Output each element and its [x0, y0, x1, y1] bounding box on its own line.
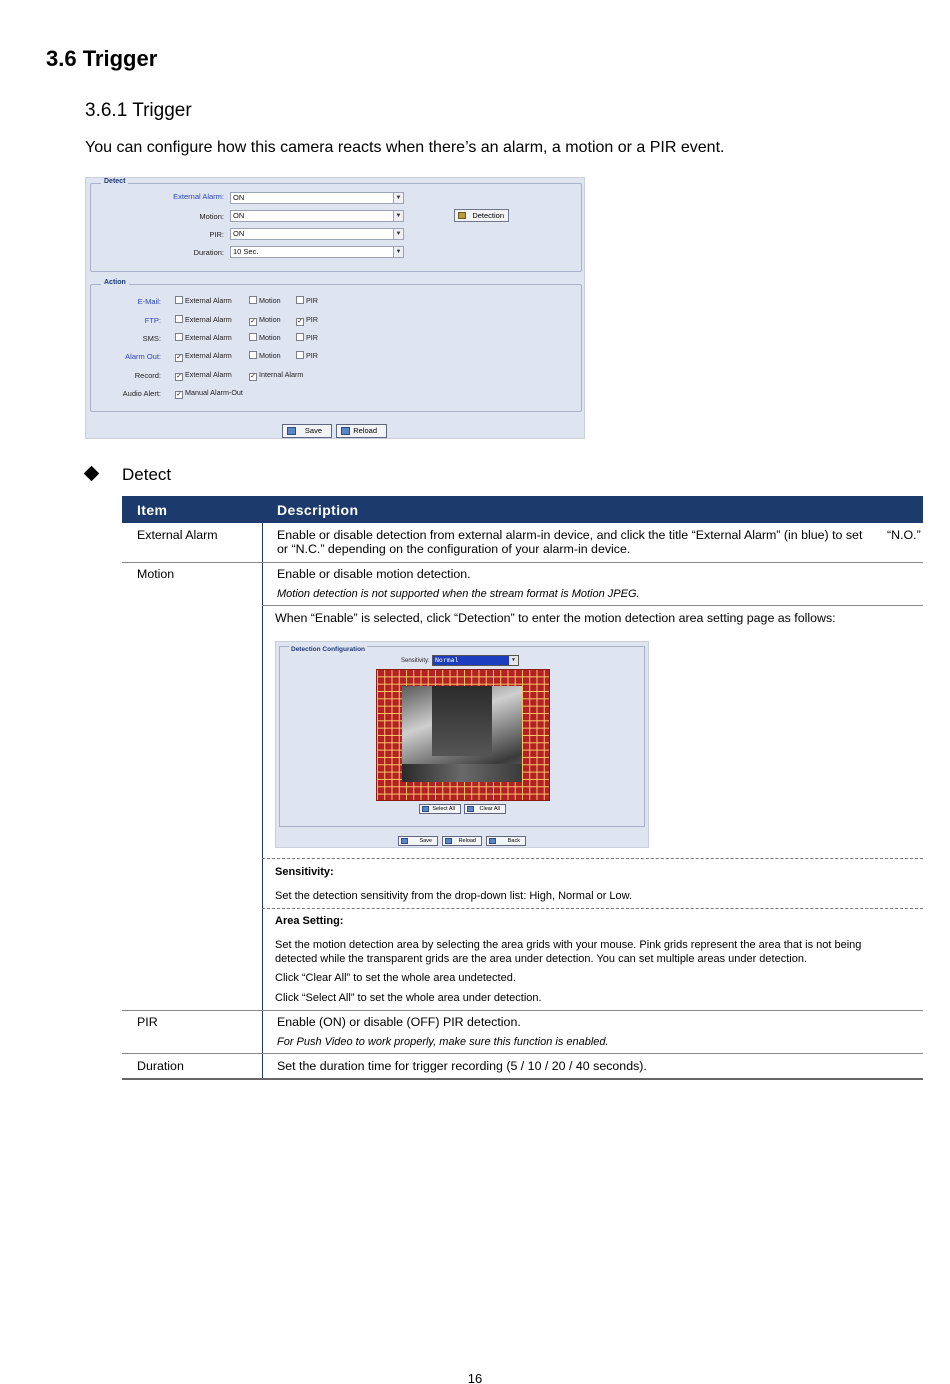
sms-external-alarm-checkbox[interactable]: External Alarm	[175, 333, 232, 342]
item-motion: Motion	[137, 567, 175, 581]
header-item: Item	[137, 502, 168, 518]
sensitivity-select[interactable]: Normal ▼	[432, 655, 519, 666]
item-duration: Duration	[137, 1059, 184, 1073]
row-divider	[122, 1053, 923, 1054]
ftp-motion-checkbox[interactable]: ✓ Motion	[250, 315, 281, 325]
camera-preview-image	[402, 686, 522, 782]
action-legend: Action	[101, 279, 129, 286]
item-external-alarm: External Alarm	[137, 528, 218, 542]
checkbox-icon	[175, 296, 183, 304]
config-reload-button[interactable]: Reload	[442, 836, 482, 846]
action-row-ftp	[85, 316, 185, 326]
sensitivity-title: Sensitivity:	[275, 866, 334, 878]
save-button[interactable]: Save	[282, 424, 332, 438]
clear-all-button[interactable]: Clear All	[464, 804, 506, 814]
header-description: Description	[277, 502, 359, 518]
checkbox-icon	[249, 333, 257, 341]
subsection-title: 3.6.1 Trigger	[85, 100, 192, 121]
checkmark-icon: ✓	[250, 373, 256, 380]
sub-divider-dashed	[262, 908, 923, 909]
back-icon	[489, 838, 496, 844]
email-pir-checkbox[interactable]: PIR	[296, 296, 318, 305]
intro-text: You can configure how this camera reacts when there’s an alarm, a motion or a PIR event.	[85, 139, 725, 156]
external-alarm-select[interactable]: ON ▼	[230, 192, 404, 204]
section-title: 3.6 Trigger	[46, 46, 158, 71]
action-row-sms	[85, 334, 185, 344]
alarm-out-pir-checkbox[interactable]: PIR	[296, 351, 318, 360]
sub-divider-dashed	[262, 858, 923, 859]
checkmark-icon: ✓	[176, 391, 182, 398]
reload-icon	[445, 838, 452, 844]
detection-icon	[458, 212, 466, 219]
action-row-record	[85, 371, 185, 381]
area-setting-title: Area Setting:	[275, 915, 344, 927]
checkbox-icon	[175, 333, 183, 341]
motion-desc-line1: Enable or disable motion detection.	[277, 567, 471, 581]
checkmark-icon: ✓	[176, 373, 182, 380]
external-alarm-desc-line1: Enable or disable detection from external alarm-in device, and click the title “External Alarm” (in blue) to set	[277, 528, 863, 542]
chevron-down-icon: ▼	[393, 247, 403, 257]
record-external-alarm-checkbox[interactable]: ✓ External Alarm	[176, 370, 232, 380]
ftp-external-alarm-checkbox[interactable]: External Alarm	[175, 315, 232, 324]
record-label: Record:	[134, 371, 161, 380]
chevron-down-icon: ▼	[509, 656, 518, 665]
duration-select[interactable]: 10 Sec. ▼	[230, 246, 404, 258]
email-motion-checkbox[interactable]: Motion	[249, 296, 281, 305]
action-row-email	[85, 297, 185, 307]
sms-motion-checkbox[interactable]: Motion	[249, 333, 281, 342]
audio-alert-manual-alarm-out-checkbox[interactable]: ✓ Manual Alarm-Out	[176, 388, 243, 398]
action-row-audio-alert	[85, 389, 185, 399]
email-external-alarm-checkbox[interactable]: External Alarm	[175, 296, 232, 305]
chevron-down-icon: ▼	[393, 193, 403, 203]
camera-preview-floor	[402, 764, 522, 782]
alarm-out-label[interactable]: Alarm Out:	[125, 352, 161, 361]
checkbox-icon	[249, 296, 257, 304]
ftp-label[interactable]: FTP:	[144, 316, 161, 325]
detection-config-legend: Detection Configuration	[291, 646, 366, 653]
reload-icon	[341, 427, 350, 435]
checkbox-icon	[296, 351, 304, 359]
config-back-button[interactable]: Back	[486, 836, 526, 846]
motion-label: Motion:	[199, 212, 224, 221]
checkbox-icon	[175, 315, 183, 323]
pir-note: For Push Video to work properly, make sure this function is enabled.	[277, 1036, 609, 1048]
pir-select[interactable]: ON ▼	[230, 228, 404, 240]
save-icon	[287, 427, 296, 435]
clear-all-icon	[467, 806, 474, 812]
checkbox-icon	[296, 333, 304, 341]
reload-button[interactable]: Reload	[336, 424, 387, 438]
checkmark-icon: ✓	[297, 318, 303, 325]
area-setting-text-line1: Set the motion detection area by selecting the area grids with your mouse. Pink grids represent the area that is not being	[275, 939, 862, 951]
motion-note: Motion detection is not supported when the stream format is Motion JPEG.	[277, 588, 640, 600]
motion-select[interactable]: ON ▼	[230, 210, 404, 222]
pir-desc-line1: Enable (ON) or disable (OFF) PIR detection.	[277, 1015, 521, 1029]
sensitivity-text: Set the detection sensitivity from the drop-down list: High, Normal or Low.	[275, 890, 633, 902]
save-icon	[401, 838, 408, 844]
detect-legend: Detect	[101, 178, 128, 185]
clear-all-text: Click “Clear All” to set the whole area undetected.	[275, 972, 516, 984]
chevron-down-icon: ▼	[393, 229, 403, 239]
page-number: 16	[467, 1371, 483, 1384]
sensitivity-label: Sensitivity:	[401, 658, 430, 664]
action-row-alarm-out	[85, 352, 185, 362]
email-label[interactable]: E-Mail:	[137, 297, 161, 306]
alarm-out-external-alarm-checkbox[interactable]: ✓ External Alarm	[176, 351, 232, 361]
checkmark-icon: ✓	[176, 354, 182, 361]
row-divider	[122, 1010, 923, 1011]
pir-label: PIR:	[209, 230, 224, 239]
detect-heading: Detect	[122, 465, 172, 484]
alarm-out-motion-checkbox[interactable]: Motion	[249, 351, 281, 360]
table-bottom-border	[122, 1078, 923, 1080]
checkbox-icon	[249, 351, 257, 359]
detection-button[interactable]: Detection	[454, 209, 509, 222]
checkmark-icon: ✓	[250, 318, 256, 325]
audio-alert-label: Audio Alert:	[122, 389, 161, 398]
motion-enable-text: When “Enable” is selected, click “Detection” to enter the motion detection area setting page as follows:	[275, 611, 836, 625]
select-all-icon	[422, 806, 429, 812]
chevron-down-icon: ▼	[393, 211, 403, 221]
diamond-bullet-icon	[84, 466, 100, 482]
duration-label: Duration:	[193, 248, 224, 257]
camera-preview-panel	[432, 686, 492, 756]
external-alarm-desc-no: “N.O.”	[887, 528, 921, 542]
sub-divider	[262, 605, 923, 606]
column-divider	[262, 496, 263, 1080]
select-all-text: Click “Select All” to set the whole area under detection.	[275, 992, 542, 1004]
select-all-button[interactable]: Select All	[419, 804, 461, 814]
external-alarm-desc-line2: or “N.C.” depending on the configuration of your alarm-in device.	[277, 542, 631, 556]
checkbox-icon	[296, 296, 304, 304]
duration-desc-line1: Set the duration time for trigger recording (5 / 10 / 20 / 40 seconds).	[277, 1059, 647, 1073]
ftp-pir-checkbox[interactable]: ✓ PIR	[297, 315, 318, 325]
config-save-button[interactable]: Save	[398, 836, 438, 846]
sms-label: SMS:	[142, 334, 161, 343]
record-internal-alarm-checkbox[interactable]: ✓ Internal Alarm	[250, 370, 304, 380]
area-setting-text-line2: detected while the transparent grids are the area under detection. You can set multiple areas under detection.	[275, 953, 808, 965]
detection-configuration-screenshot	[275, 641, 649, 848]
external-alarm-label[interactable]: External Alarm:	[173, 192, 224, 201]
row-divider	[122, 562, 923, 563]
sms-pir-checkbox[interactable]: PIR	[296, 333, 318, 342]
table-header	[122, 496, 923, 523]
item-pir: PIR	[137, 1015, 158, 1029]
